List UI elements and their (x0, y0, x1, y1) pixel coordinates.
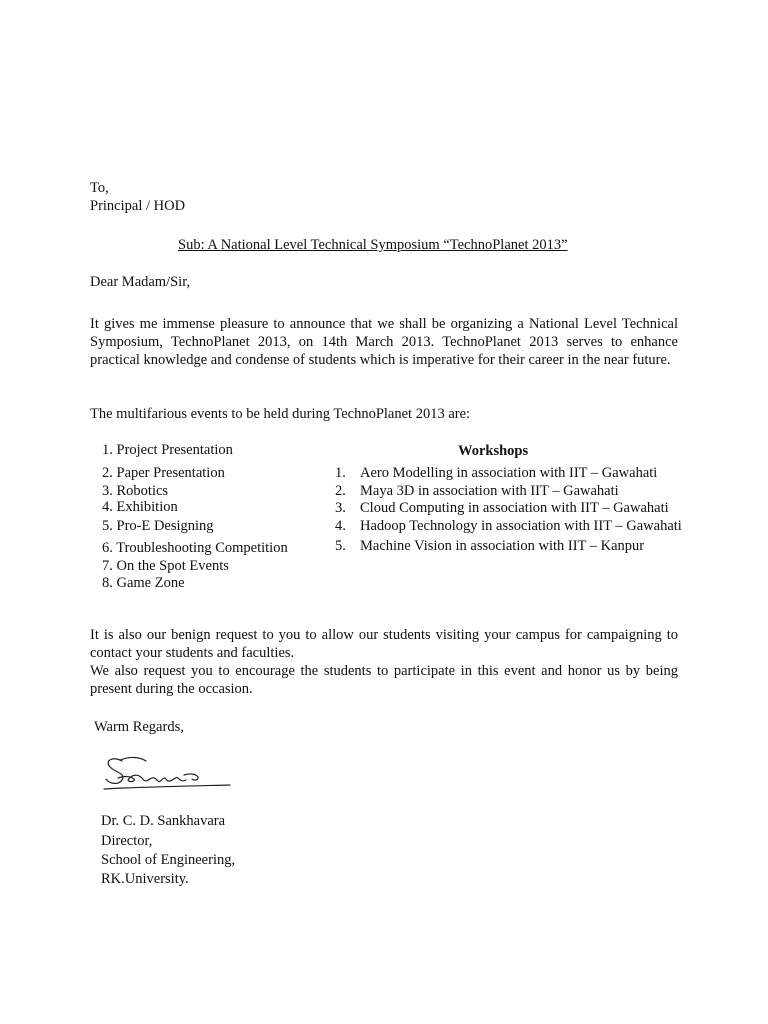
workshop-number: 5. (335, 538, 346, 554)
signature-image (100, 752, 232, 794)
event-item: 6. Troubleshooting Competition (102, 540, 288, 556)
workshop-number: 1. (335, 465, 346, 481)
workshops-heading: Workshops (458, 443, 529, 459)
workshop-item: Aero Modelling in association with IIT – Gawahati (360, 465, 658, 481)
request-paragraph: It is also our benign request to you to allow our students visiting your campus for campaigning to contact your students and faculties. (90, 627, 678, 661)
event-item: 4. Exhibition (102, 499, 178, 515)
encourage-paragraph: We also request you to encourage the students to participate in this event and honor us by being present during the occasion. (90, 663, 678, 697)
signatory-name: Dr. C. D. Sankhavara (101, 813, 226, 829)
workshop-item: Cloud Computing in association with IIT – Gawahati (360, 500, 669, 516)
intro-paragraph: It gives me immense pleasure to announce that we shall be organizing a National Level Technical Symposium, TechnoPlanet 2013, on 14th March 2013. TechnoPlanet 2013 serves to enhance practical knowledge and condense of students which is imperative for their career in the near future. (90, 316, 678, 368)
to-line: To, (90, 180, 109, 196)
event-item: 7. On the Spot Events (102, 558, 229, 574)
recipient: Principal / HOD (90, 198, 186, 214)
salutation: Dear Madam/Sir, (90, 274, 191, 290)
workshop-number: 2. (335, 483, 346, 499)
event-item: 5. Pro-E Designing (102, 518, 214, 534)
signatory-title: Director, (101, 833, 153, 849)
event-item: 2. Paper Presentation (102, 465, 225, 481)
signatory-institution: RK.University. (101, 871, 189, 887)
closing: Warm Regards, (94, 719, 184, 735)
subject-line: Sub: A National Level Technical Symposium “TechnoPlanet 2013” (178, 237, 568, 253)
workshop-item: Machine Vision in association with IIT – Kanpur (360, 538, 645, 554)
event-item: 1. Project Presentation (102, 442, 233, 458)
events-intro: The multifarious events to be held during TechnoPlanet 2013 are: (90, 406, 471, 422)
workshop-item: Hadoop Technology in association with IIT – Gawahati (360, 518, 682, 534)
workshop-number: 3. (335, 500, 346, 516)
signatory-department: School of Engineering, (101, 852, 236, 868)
workshop-number: 4. (335, 518, 346, 534)
workshop-item: Maya 3D in association with IIT – Gawahati (360, 483, 619, 499)
event-item: 8. Game Zone (102, 575, 185, 591)
event-item: 3. Robotics (102, 483, 169, 499)
